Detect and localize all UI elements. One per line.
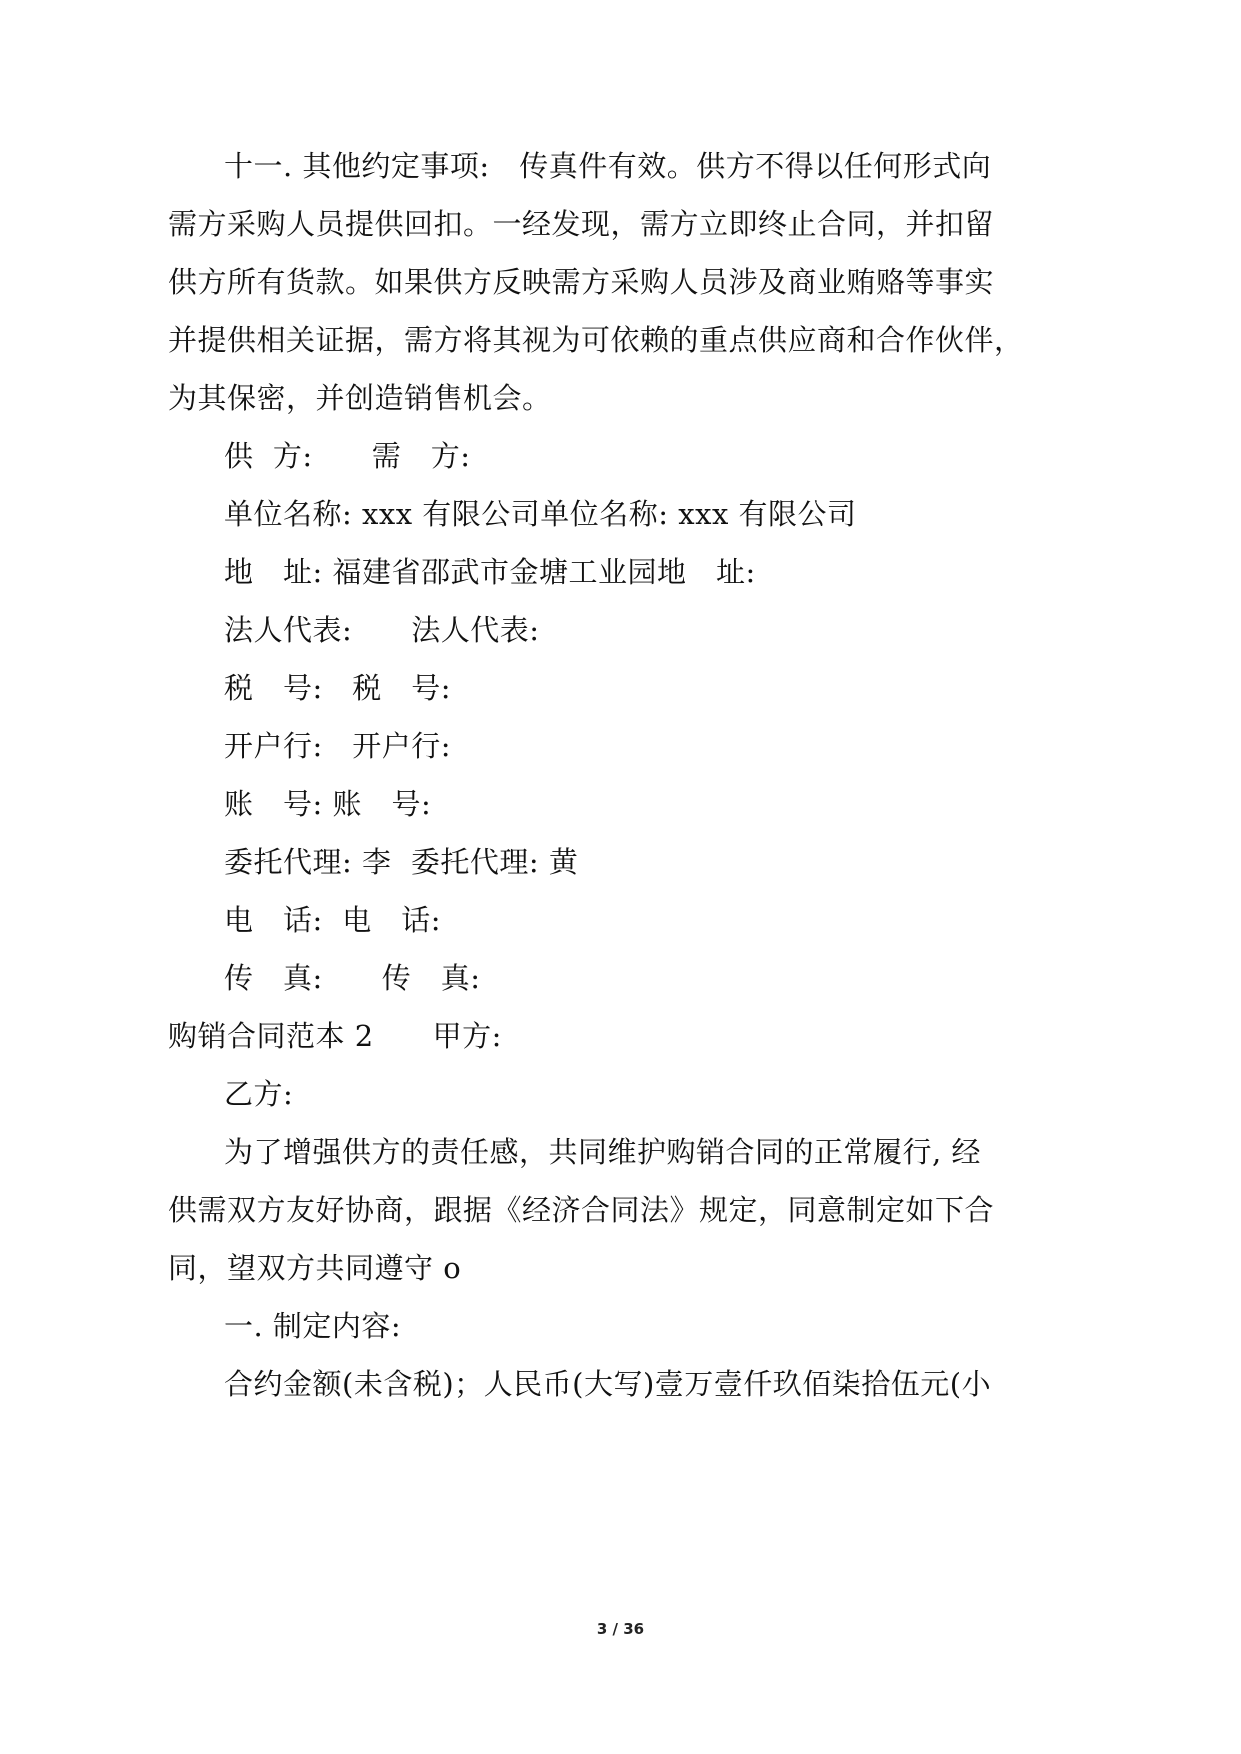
clause-11-line-2: 需方采购人员提供回扣。一经发现，需方立即终止合同，并扣留 [168,207,995,241]
party-b-label: 乙方: [224,1077,294,1111]
telephones: 电 话: 电 话: [224,903,441,937]
party-labels: 供 方: 需 方: [224,439,471,473]
clause-11-line-4: 并提供相关证据，需方将其视为可依赖的重点供应商和合作伙伴， [168,323,1024,357]
contract-sample-2-heading: 购销合同范本 2 甲方: [168,1019,502,1053]
contract-amount-line: 合约金额(未含税)；人民币(大写)壹万壹仟玖佰柒拾伍元(小 [224,1367,992,1401]
clause-11-line-5: 为其保密，并创造销售机会。 [168,381,552,415]
preamble-line-2: 供需双方友好协商，跟据《经济合同法》规定，同意制定如下合 [168,1193,995,1227]
clause-11-line-3: 供方所有货款。如果供方反映需方采购人员涉及商业贿赂等事实 [168,265,995,299]
preamble-line-3: 同，望双方共同遵守 o [168,1251,462,1285]
page-number: 3 / 36 [596,1620,645,1638]
authorized-agents: 委托代理: 李 委托代理: 黄 [224,845,579,879]
legal-representatives: 法人代表: 法人代表: [224,613,540,647]
account-numbers: 账 号: 账 号: [224,787,432,821]
preamble-line-1: 为了增强供方的责任感，共同维护购销合同的正常履行, 经 [224,1135,981,1169]
tax-numbers: 税 号: 税 号: [224,671,452,705]
faxes: 传 真: 传 真: [224,961,481,995]
bank-names: 开户行: 开户行: [224,729,452,763]
company-names: 单位名称: xxx 有限公司单位名称: xxx 有限公司 [224,497,857,531]
section-1-heading: 一. 制定内容: [224,1309,402,1343]
addresses: 地 址: 福建省邵武市金塘工业园地 址: [224,555,756,589]
clause-11-line-1: 十一. 其他约定事项: 传真件有效。供方不得以任何形式向 [224,149,992,183]
